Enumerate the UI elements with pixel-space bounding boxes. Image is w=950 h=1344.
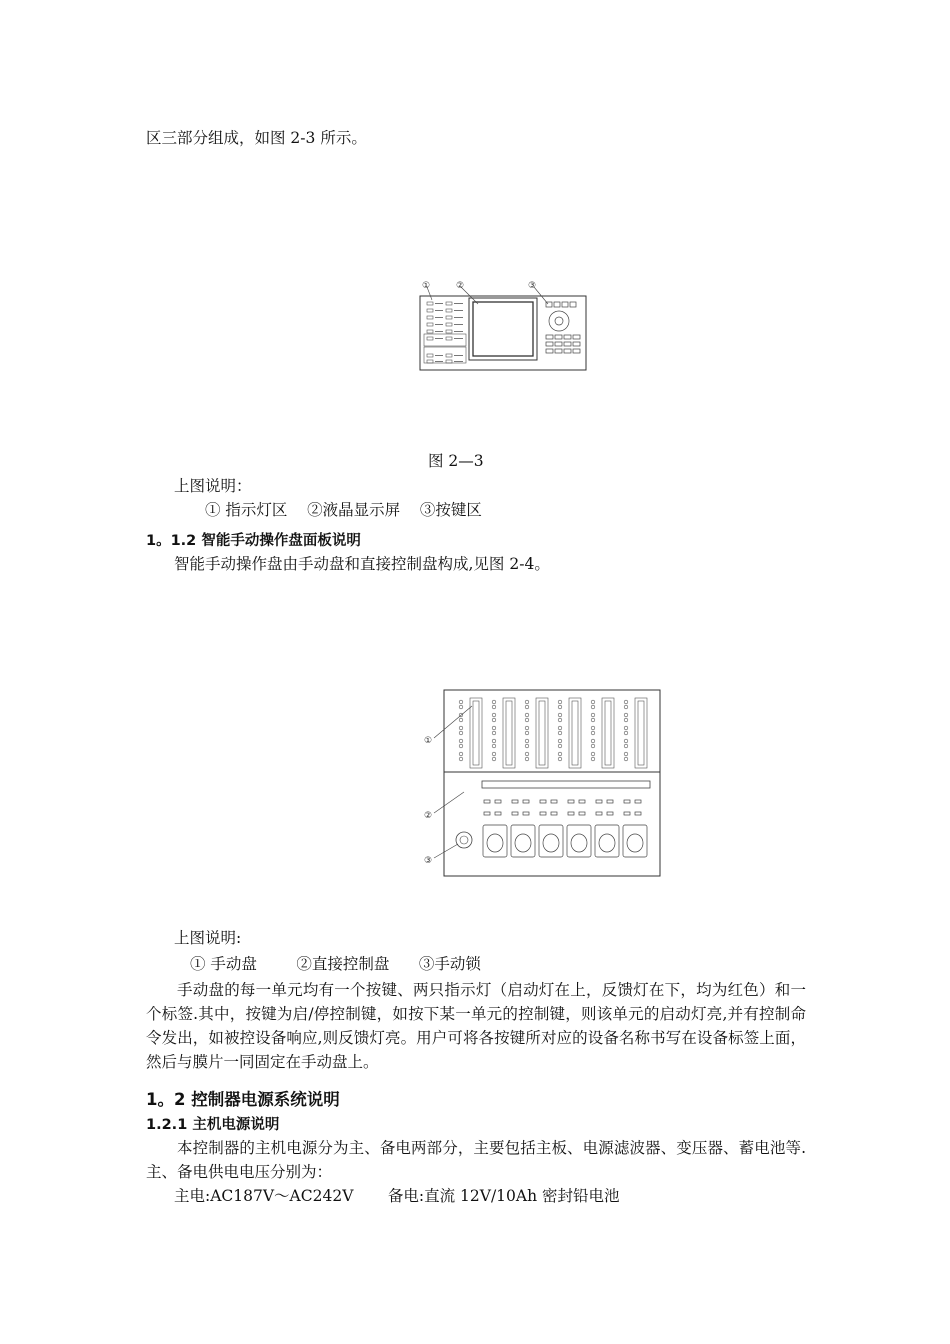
figure1-callout-2: ②: [456, 281, 465, 291]
section-1-1-2-heading: 1。1.2 智能手动操作盘面板说明: [146, 533, 361, 549]
figure2-callout-3: ③: [424, 856, 433, 866]
figure1-callout-1: ①: [422, 281, 431, 291]
figure1-callout-3: ③: [528, 281, 537, 291]
manual-panel-diagram: [420, 688, 664, 880]
figure1-legend-title: 上图说明：: [174, 477, 252, 495]
figure2-legend-items: ① 手动盘 ②直接控制盘 ③手动锁: [190, 955, 481, 973]
section-1-2-heading: 1。2 控制器电源系统说明: [146, 1090, 340, 1109]
power-voltages: 主电:AC187V～AC242V 备电:直流 12V/10Ah 密封铅电池: [174, 1187, 620, 1205]
continued-text-line: 区三部分组成，如图 2-3 所示。: [146, 129, 367, 147]
controller-panel-diagram: [418, 276, 590, 374]
figure2-legend-title: 上图说明:: [174, 929, 242, 947]
section-1-2-1-heading: 1.2.1 主机电源说明: [146, 1117, 280, 1133]
figure2-callout-1: ①: [424, 736, 433, 746]
figure1-caption: 图 2—3: [428, 452, 484, 470]
section-1-1-2-intro: 智能手动操作盘由手动盘和直接控制盘构成,见图 2-4。: [174, 555, 550, 573]
figure1-legend-items: ① 指示灯区 ②液晶显示屏 ③按键区: [205, 501, 482, 519]
power-description: 本控制器的主机电源分为主、备电两部分，主要包括主板、电源滤波器、变压器、蓄电池等.主、备电供电电压分别为：: [146, 1139, 806, 1181]
figure2-callout-2: ②: [424, 811, 433, 821]
manual-panel-description: 手动盘的每一单元均有一个按键、两只指示灯（启动灯在上，反馈灯在下，均为红色）和一个标签.其中，按键为启/停控制键，如按下某一单元的控制键，则该单元的启动灯亮,并有控制命令发出，如被控设备响应,则反馈灯亮。用户可将各按键所对应的设备名称书写在设备标签上面，然后与膜片一同固定在手动盘上。: [146, 981, 806, 1071]
